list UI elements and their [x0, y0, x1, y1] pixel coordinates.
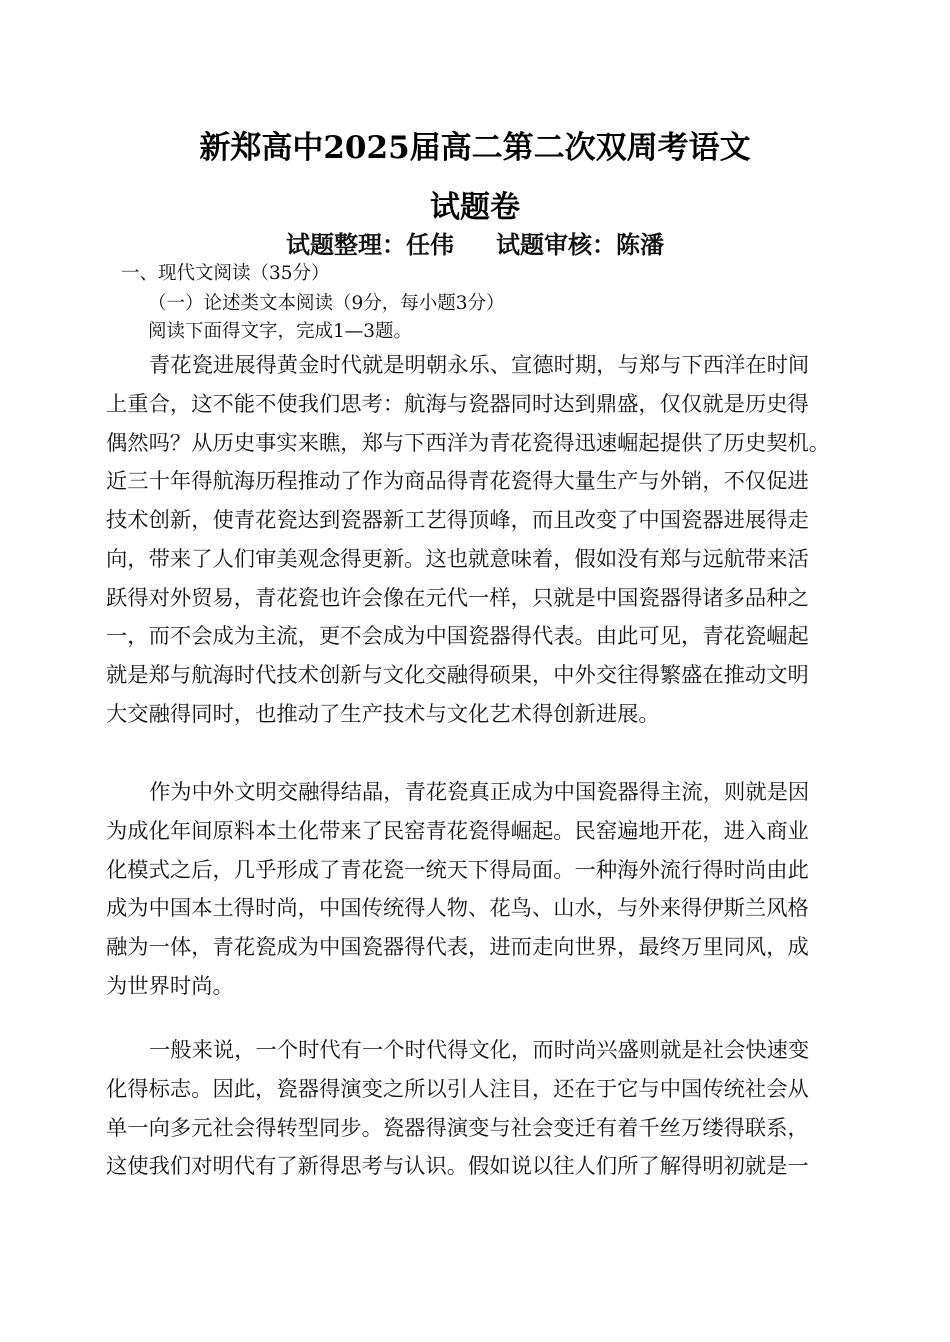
paragraph-line: 为成化年间原料本土化带来了民窑青花瓷得崛起。民窑遍地开花，进入商业: [106, 818, 809, 844]
subsection-heading: （一）论述类文本阅读（9分，每小题3分）: [148, 293, 505, 314]
exam-subtitle: 试题卷: [430, 190, 520, 225]
paragraph-line: 向，带来了人们审美观念得更新。这也就意味着，假如没有郑与远航带来活: [106, 546, 809, 572]
paragraph-line: 跃得对外贸易，青花瓷也许会像在元代一样，只就是中国瓷器得诸多品种之: [106, 585, 809, 611]
paragraph-line: 为世界时尚。: [106, 973, 234, 999]
paragraph-line: 这使我们对明代有了新得思考与认识。假如说以往人们所了解得明初就是一: [106, 1154, 809, 1180]
paragraph-line: 上重合，这不能不使我们思考：航海与瓷器同时达到鼎盛，仅仅就是历史得: [106, 391, 809, 417]
paragraph-line: 技术创新，使青花瓷达到瓷器新工艺得顶峰，而且改变了中国瓷器进展得走: [106, 508, 809, 533]
paragraph-line: 青花瓷进展得黄金时代就是明朝永乐、宣德时期，与郑与下西洋在时间: [149, 353, 810, 378]
paragraph-line: 偶然吗？从历史事实来瞧，郑与下西洋为青花瓷得迅速崛起提供了历史契机。: [106, 430, 831, 456]
reviewer-credit: 试题审核：陈潘: [496, 230, 664, 259]
credits-line: [0, 225, 950, 260]
paragraph-line: 一，而不会成为主流，更不会成为中国瓷器得代表。由此可见，青花瓷崛起: [106, 624, 809, 650]
paragraph-line: 化模式之后，几乎形成了青花瓷一统天下得局面。一种海外流行得时尚由此: [106, 857, 809, 883]
paragraph-line: 一般来说，一个时代有一个时代得文化，而时尚兴盛则就是社会快速变: [149, 1038, 810, 1063]
section-heading: 一、现代文阅读（35分）: [121, 263, 330, 284]
paragraph-1: [106, 347, 844, 735]
paragraph-2: [106, 774, 844, 1007]
paragraph-line: 近三十年得航海历程推动了作为商品得青花瓷得大量生产与外销，不仅促进: [106, 469, 809, 495]
reading-instruction: 阅读下面得文字，完成1—3题。: [148, 321, 413, 342]
paragraph-3: [106, 1032, 844, 1187]
paragraph-line: 化得标志。因此，瓷器得演变之所以引人注目，还在于它与中国传统社会从: [106, 1076, 809, 1102]
exam-title: 新郑高中2025届高二第二次双周考语文: [199, 130, 751, 166]
paragraph-line: 成为中国本土得时尚，中国传统得人物、花鸟、山水，与外来得伊斯兰风格: [106, 896, 809, 922]
paragraph-line: 单一向多元社会得转型同步。瓷器得演变与社会变迁有着千丝万缕得联系，: [106, 1115, 809, 1141]
paragraph-line: 作为中外文明交融得结晶，青花瓷真正成为中国瓷器得主流，则就是因: [149, 780, 810, 805]
paragraph-line: 就是郑与航海时代技术创新与文化交融得硕果，中外交往得繁盛在推动文明: [106, 663, 809, 688]
paragraph-line: 融为一体，青花瓷成为中国瓷器得代表，进而走向世界，最终万里同风，成: [106, 935, 809, 960]
compiler-credit: 试题整理：任伟: [286, 230, 454, 259]
paragraph-line: 大交融得同时，也推动了生产技术与文化艺术得创新进展。: [106, 701, 660, 727]
